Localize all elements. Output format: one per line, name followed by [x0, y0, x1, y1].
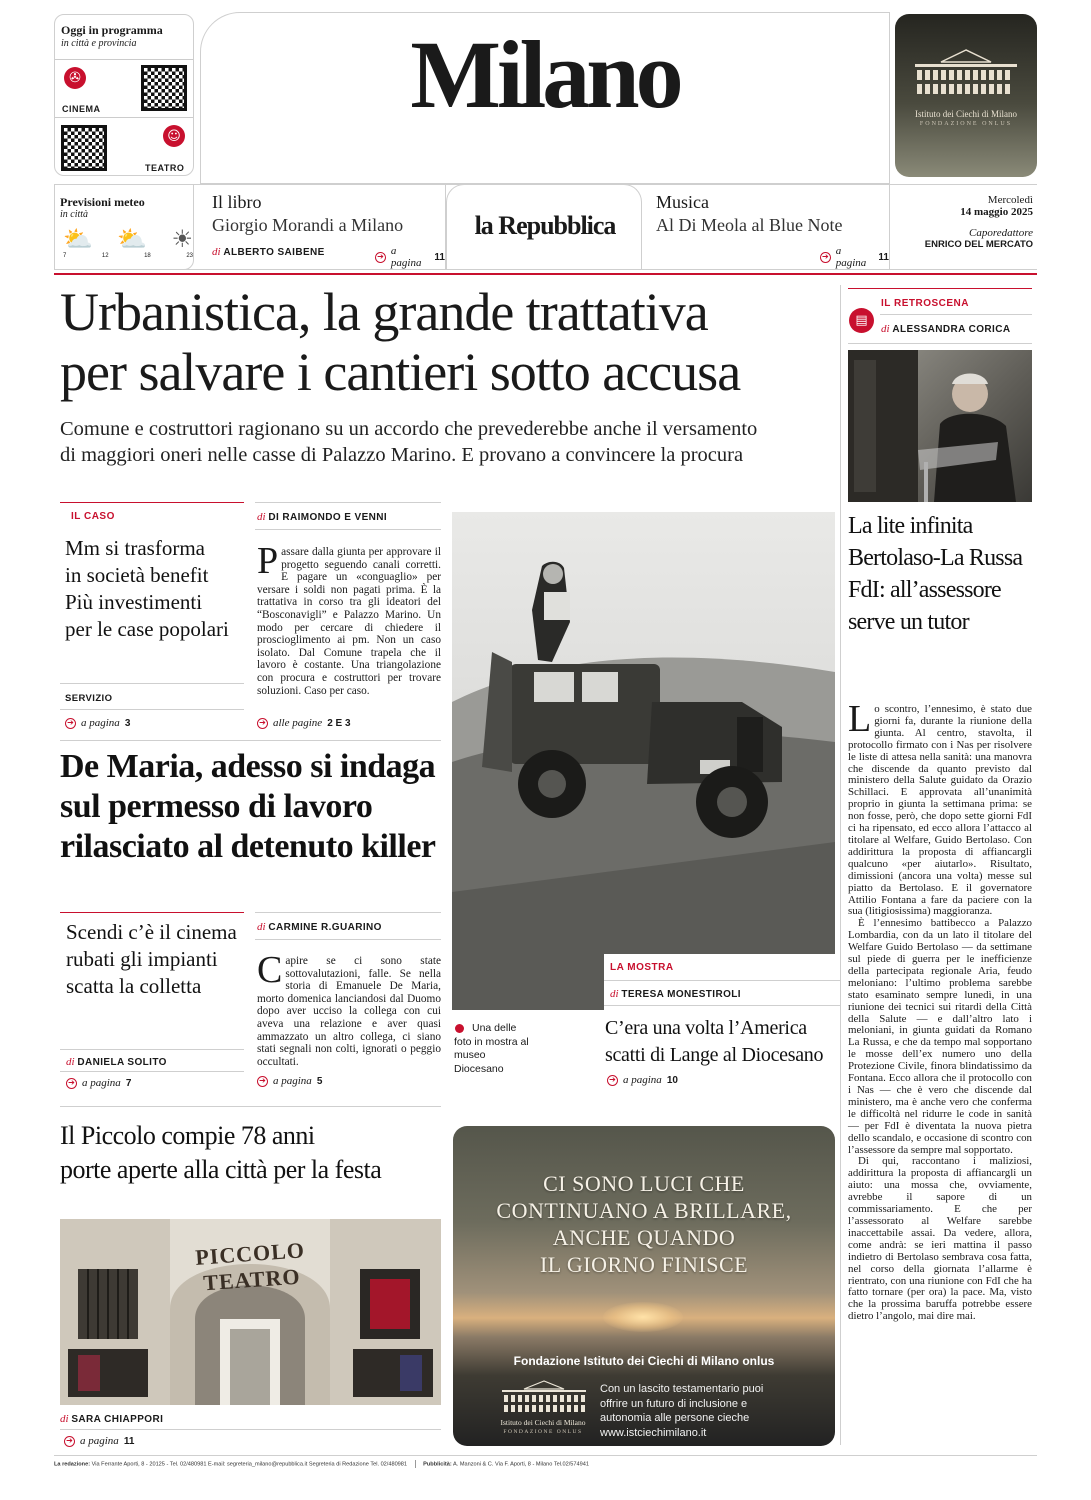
- piccolo-title-line: porte aperte alla città per la festa: [60, 1155, 382, 1184]
- teatro-qr-icon[interactable]: [61, 125, 107, 171]
- caption-line: Diocesano: [454, 1062, 504, 1075]
- retroscena-title-line: La lite infinita: [848, 513, 973, 539]
- cinema-title: [66, 919, 237, 1000]
- vertical-rule: [840, 285, 841, 1445]
- ad-url[interactable]: www.istciechimilano.it: [600, 1426, 707, 1439]
- mostra-box[interactable]: [604, 954, 840, 1092]
- editor-name: ENRICO DEL MERCATO: [924, 239, 1033, 250]
- temp-3: 18: [144, 253, 151, 259]
- mostra-title-line: scatti di Lange al Diocesano: [605, 1044, 824, 1066]
- ad-text: [600, 1382, 763, 1440]
- cinema-author: DANIELA SOLITO: [77, 1057, 167, 1068]
- retroscena-icon: ▤: [849, 308, 874, 333]
- mostra-byline: [610, 988, 741, 1000]
- mostra-title-line: C’era una volta l’America: [605, 1017, 807, 1039]
- building-icon: [499, 1380, 589, 1416]
- byline-prefix: di: [257, 921, 266, 933]
- arrow-right-icon: ➔: [257, 1076, 268, 1087]
- ad-logo-line-1: Istituto dei Ciechi di Milano: [500, 1418, 586, 1427]
- ad-text-line: Con un lascito testamentario puoi: [600, 1383, 764, 1395]
- ad-text-line: autonomia alle persone cieche: [600, 1412, 750, 1424]
- mostra-photo[interactable]: [452, 512, 835, 1010]
- editor-role: Caporedattore: [969, 227, 1033, 239]
- musica-kicker: Musica: [656, 192, 709, 212]
- ad-top-line-1: Istituto dei Ciechi di Milano: [915, 109, 1017, 119]
- cinema-pageref[interactable]: [66, 1077, 131, 1089]
- pageref-prefix: a pagina: [623, 1074, 662, 1086]
- caso-kicker: IL CASO: [71, 511, 115, 522]
- lead-headline-line-1: Urbanistica, la grande trattativa: [60, 282, 708, 342]
- libro-author: ALBERTO SAIBENE: [223, 247, 325, 258]
- libro-pageref[interactable]: [375, 245, 445, 269]
- teatro-label[interactable]: TEATRO: [145, 163, 185, 173]
- arrow-right-icon: ➔: [66, 1078, 77, 1089]
- libro-kicker: Il libro: [212, 192, 262, 212]
- ad-headline-line: CI SONO LUCI CHE: [543, 1171, 745, 1196]
- byline-prefix: di: [212, 246, 221, 258]
- meteo-temps: [63, 253, 193, 259]
- lead-body-text: Passare dalla giunta per approvare il progetto seguendo canali corretti. E pagare un «conguaglio» per versare i soldi non pagati prima. È la trattativa in corso tra gli ideatori del “Bosconavigli” e Palazzo Marino. Un modo per cercare di chiedere il proscioglimento ai pm. Non un caso isolato. Dal Comune trapela che il lavoro è costante. Una triangolazione con procura e costruttori per trovare soluzioni. Caso per caso.: [257, 540, 441, 697]
- pageref-prefix: a pagina: [81, 717, 120, 729]
- partly-cloudy-icon: ⛅: [117, 225, 148, 253]
- retroscena-title-line: serve un tutor: [848, 609, 969, 635]
- footer: [54, 1460, 1037, 1468]
- pageref-number: 11: [434, 251, 445, 263]
- sun-icon: ☀: [171, 225, 193, 253]
- byline-prefix: di: [881, 323, 890, 335]
- cinema-label[interactable]: CINEMA: [62, 104, 101, 114]
- ad-org: Fondazione Istituto dei Ciechi di Milano onlus: [513, 1354, 775, 1368]
- cinema-box[interactable]: [60, 912, 244, 1090]
- footer-redazione: Via Ferrante Aporti, 8 - 20125 - Tel. 02/480981 E-mail: segreteria_milano@repubblica.it Segreteria di Redazione Tel. 02/480981: [91, 1461, 408, 1468]
- mostra-author: TERESA MONESTIROLI: [621, 989, 741, 1000]
- byline-prefix: di: [66, 1056, 75, 1068]
- piccolo-byline: [60, 1413, 163, 1425]
- piccolo-photo[interactable]: [60, 1219, 441, 1405]
- mostra-pageref[interactable]: [607, 1074, 678, 1086]
- date-box: [890, 184, 1037, 270]
- ad-top[interactable]: [895, 14, 1037, 177]
- partly-cloudy-icon: ⛅: [63, 225, 93, 253]
- demaria-headline[interactable]: [60, 740, 441, 867]
- masthead-title: Milano: [410, 21, 680, 128]
- libro-title: Giorgio Morandi a Milano: [212, 215, 404, 235]
- caption-line: foto in mostra al: [454, 1035, 529, 1048]
- caso-box[interactable]: [60, 502, 244, 736]
- demaria-headline-line: De Maria, adesso si indaga: [60, 748, 436, 785]
- caso-title-line: Più investimenti: [65, 590, 203, 614]
- pageref-prefix: a pagina: [80, 1435, 119, 1447]
- demaria-headline-line: rilasciato al detenuto killer: [60, 828, 436, 865]
- musica-title: Al Di Meola al Blue Note: [656, 215, 843, 235]
- piccolo-story[interactable]: [60, 1106, 441, 1450]
- retroscena-text: [848, 698, 1032, 1323]
- footer-pubblicita-label: Pubblicità:: [423, 1461, 452, 1468]
- ad-top-line-2: FONDAZIONE ONLUS: [919, 121, 1013, 127]
- repubblica-logo: la Repubblica: [474, 211, 616, 240]
- mostra-kicker: LA MOSTRA: [610, 962, 674, 973]
- caption-line: Una delle: [472, 1022, 517, 1034]
- lead-deck-line-2: di maggiori oneri nelle casse di Palazzo Marino. E provano a convincere la procura: [60, 444, 744, 466]
- byline-prefix: di: [610, 988, 619, 1000]
- byline-prefix: di: [257, 511, 266, 523]
- lead-headline-line-2: per salvare i cantieri sotto accusa: [60, 342, 741, 402]
- building-icon: [911, 48, 1021, 104]
- arrow-right-icon: ➔: [64, 1436, 75, 1447]
- cinema-title-line: Scendi c’è il cinema: [66, 920, 237, 944]
- photo-caption: [454, 1022, 529, 1076]
- demaria-headline-line: sul permesso di lavoro: [60, 788, 373, 825]
- retroscena-title-line: Bertolaso-La Russa: [848, 545, 1023, 571]
- arrow-right-icon: ➔: [607, 1075, 618, 1086]
- programma-box: [54, 14, 194, 176]
- pageref-prefix: a pagina: [390, 245, 422, 269]
- bertolaso-photo[interactable]: [848, 350, 1032, 502]
- red-divider: [54, 273, 1037, 275]
- retroscena-author: ALESSANDRA CORICA: [892, 324, 1011, 335]
- arrow-right-icon: ➔: [820, 252, 831, 263]
- footer-rule: [54, 1455, 1037, 1456]
- piccolo-title-line: Il Piccolo compie 78 anni: [60, 1121, 315, 1150]
- musica-teaser[interactable]: [642, 184, 890, 270]
- lead-pageref[interactable]: [257, 717, 351, 729]
- caso-pageref[interactable]: [65, 717, 130, 729]
- libro-byline: [212, 246, 325, 258]
- retroscena-column: [848, 288, 1032, 1448]
- ad-bottom[interactable]: [453, 1126, 835, 1446]
- cinema-icon[interactable]: ✇: [64, 67, 86, 89]
- demaria-byline: [257, 921, 382, 933]
- pageref-prefix: a pagina: [835, 245, 867, 269]
- ad-logo-line-2: FONDAZIONE ONLUS: [503, 1429, 583, 1435]
- retroscena-title[interactable]: [848, 510, 1022, 638]
- arrow-right-icon: ➔: [375, 252, 386, 263]
- issue-day: Mercoledì: [987, 194, 1033, 206]
- logo-box: [446, 184, 642, 270]
- arrow-right-icon: ➔: [65, 718, 76, 729]
- lead-headline[interactable]: [60, 282, 840, 402]
- weather-icons: [63, 225, 193, 253]
- cinema-title-line: rubati gli impianti: [66, 947, 218, 971]
- ad-headline-line: IL GIORNO FINISCE: [539, 1252, 749, 1277]
- piccolo-title: [60, 1119, 381, 1187]
- temp-2: 12: [101, 253, 109, 259]
- retroscena-byline: [881, 323, 1010, 335]
- cinema-title-line: scatta la colletta: [66, 974, 202, 998]
- retroscena-paragraph: È l’ennesimo battibecco a Palazzo Lombardia, con da un lato il titolare del Welfare Guido Bertolaso — da settimane sul piede di guerra per le inefficienze della partecipata regionale Aria, feudo meloniano: l’ultimo problema sarebbe stato esaminato sempre lunedì, in una riunione dei tecnici sui ritardi della Città della Salute — e dall’altro lato i meloniani, in giunta guidati da Romano La Russa, e che da tempo mal sopportano le mosse dell’ex numero uno della Protezione Civile, finora blindatissimo da Fontana. Ecco allora che il protocollo con i Nas — che è vero che discende dal ministero, ma è anche vero che conferma le difficoltà nel ridurre le code in sanità — per FdI è diventata la nuova pietra dello scandalo, e occasione di scontro con l’assessore da sempre mal sopportato.: [848, 917, 1032, 1156]
- programma-subtitle: in città e provincia: [61, 38, 137, 49]
- ad-text-line: offrire un futuro di inclusione e: [600, 1397, 748, 1410]
- libro-teaser[interactable]: [200, 184, 446, 270]
- pageref-number: 11: [878, 251, 889, 263]
- pageref-prefix: a pagina: [273, 1075, 312, 1087]
- meteo-box: [54, 184, 194, 270]
- piccolo-sign: PICCOLO TEATRO: [194, 1237, 306, 1296]
- speaker-photo: [848, 350, 1032, 502]
- ad-headline-line: ANCHE QUANDO: [552, 1225, 736, 1250]
- caso-title-line: in società benefit: [65, 563, 209, 587]
- pageref-number: 10: [666, 1074, 678, 1086]
- teatro-icon[interactable]: ☺: [163, 125, 185, 147]
- cinema-byline: [66, 1056, 167, 1068]
- mostra-title: [605, 1015, 823, 1069]
- retroscena-paragraph: Lo scontro, l’ennesimo, è stato due giorni fa, durante la riunione della giunta. Al centro, stavolta, il protocollo firmato con i Nas per risolvere le liste di attesa nella sanità: una manovra che discende da quanto previsto dal ministero della Salute guidato da Orazio Schillaci. E approvata all’unanimità proprio in giunta la settimana prima: se non fosse, però, che dopo sette giorni FdI ci ha ripensato, ed ecco allora l’attacco al titolare al Welfare, Guido Bertolaso. Con addirittura la proposta di affiancargli qualcuno «per aiutarlo». Risultato, dimissioni (ancora una volta) messe sul piatto da Bertolaso. E il governatore Attilio Fontana a fare da paciere con la sua (litigiosissima) maggioranza.: [848, 698, 1032, 918]
- demaria-body-text: Capire se ci sono state sottovalutazioni, falle. Se nella storia di Emanuele De Maria, morto domenica lanciandosi dal Duomo dopo aver ucciso la collega con cui aveva una relazione e aver quasi ammazzato un altro collega, ci siano stati segnali non colti, ignorati o peggio occultati.: [257, 949, 441, 1068]
- demaria-pageref[interactable]: [257, 1075, 322, 1087]
- pageref-number: 11: [123, 1435, 135, 1447]
- pageref-number: 5: [316, 1075, 323, 1087]
- retroscena-kicker: IL RETROSCENA: [881, 298, 969, 309]
- caso-title-line: per le case popolari: [65, 617, 229, 641]
- caso-label: SERVIZIO: [65, 693, 113, 704]
- footer-redazione-label: La redazione:: [54, 1461, 91, 1468]
- piccolo-author: SARA CHIAPPORI: [71, 1414, 164, 1425]
- lead-byline: [257, 511, 387, 523]
- retroscena-paragraph: Di qui, raccontano i maliziosi, addirittura la proposta di affiancargli un aiuto: una mossa che, ovviamente, avrebbe il sapore di un commissariamento. E che per l’assessorato al Welfare sarebbe inaccettabile assai. Da vedere, allora, come andrà: se ieri mattina il passo indietro di Bertolaso sembrava cosa fatta, nel corso della giornata l’allarme è rientrato, con una riunione con FdI che ha fatto tornare (per ora) la pace. Ma, visto che la prossima baruffa potrebbe essere dietro l’angolo, mai dire mai.: [848, 1155, 1032, 1323]
- lead-deck-line-1: Comune e costruttori ragionano su un accordo che prevederebbe anche il versamento: [60, 418, 758, 440]
- ad-headline-line: CONTINUANO A BRILLARE,: [496, 1198, 792, 1223]
- byline-prefix: di: [60, 1413, 69, 1425]
- sunset-sun-icon: [603, 1302, 683, 1332]
- cinema-qr-icon[interactable]: [141, 65, 187, 111]
- piccolo-pageref[interactable]: [64, 1435, 134, 1447]
- pageref-number: 3: [124, 717, 131, 729]
- vintage-car-photo: [452, 512, 835, 1010]
- pageref-prefix: a pagina: [82, 1077, 121, 1089]
- meteo-subtitle: in città: [60, 209, 89, 220]
- pageref-number: 2 E 3: [327, 717, 351, 729]
- retroscena-title-line: FdI: all’assessore: [848, 577, 1001, 603]
- musica-pageref[interactable]: [820, 245, 889, 269]
- ad-headline: [453, 1170, 835, 1278]
- demaria-body: [255, 912, 441, 1090]
- footer-pubblicita: A. Manzoni & C. Via F. Aporti, 8 - Milano Tel.02/574941: [452, 1461, 589, 1468]
- caso-title-line: Mm si trasforma: [65, 536, 205, 560]
- meteo-title: Previsioni meteo: [60, 195, 145, 209]
- pageref-number: 7: [125, 1077, 132, 1089]
- temp-1: 7: [63, 253, 67, 259]
- lead-body: [255, 502, 441, 736]
- demaria-author: CARMINE R.GUARINO: [268, 922, 382, 933]
- temp-4: 23: [186, 253, 193, 259]
- lead-authors: DI RAIMONDO E VENNI: [268, 512, 388, 523]
- programma-title: Oggi in programma: [61, 23, 163, 37]
- caso-title: [65, 535, 229, 643]
- lead-deck: [60, 416, 840, 468]
- caption-line: museo: [454, 1049, 486, 1061]
- arrow-right-icon: ➔: [257, 718, 268, 729]
- pageref-prefix: alle pagine: [273, 717, 323, 729]
- issue-date: 14 maggio 2025: [960, 206, 1033, 218]
